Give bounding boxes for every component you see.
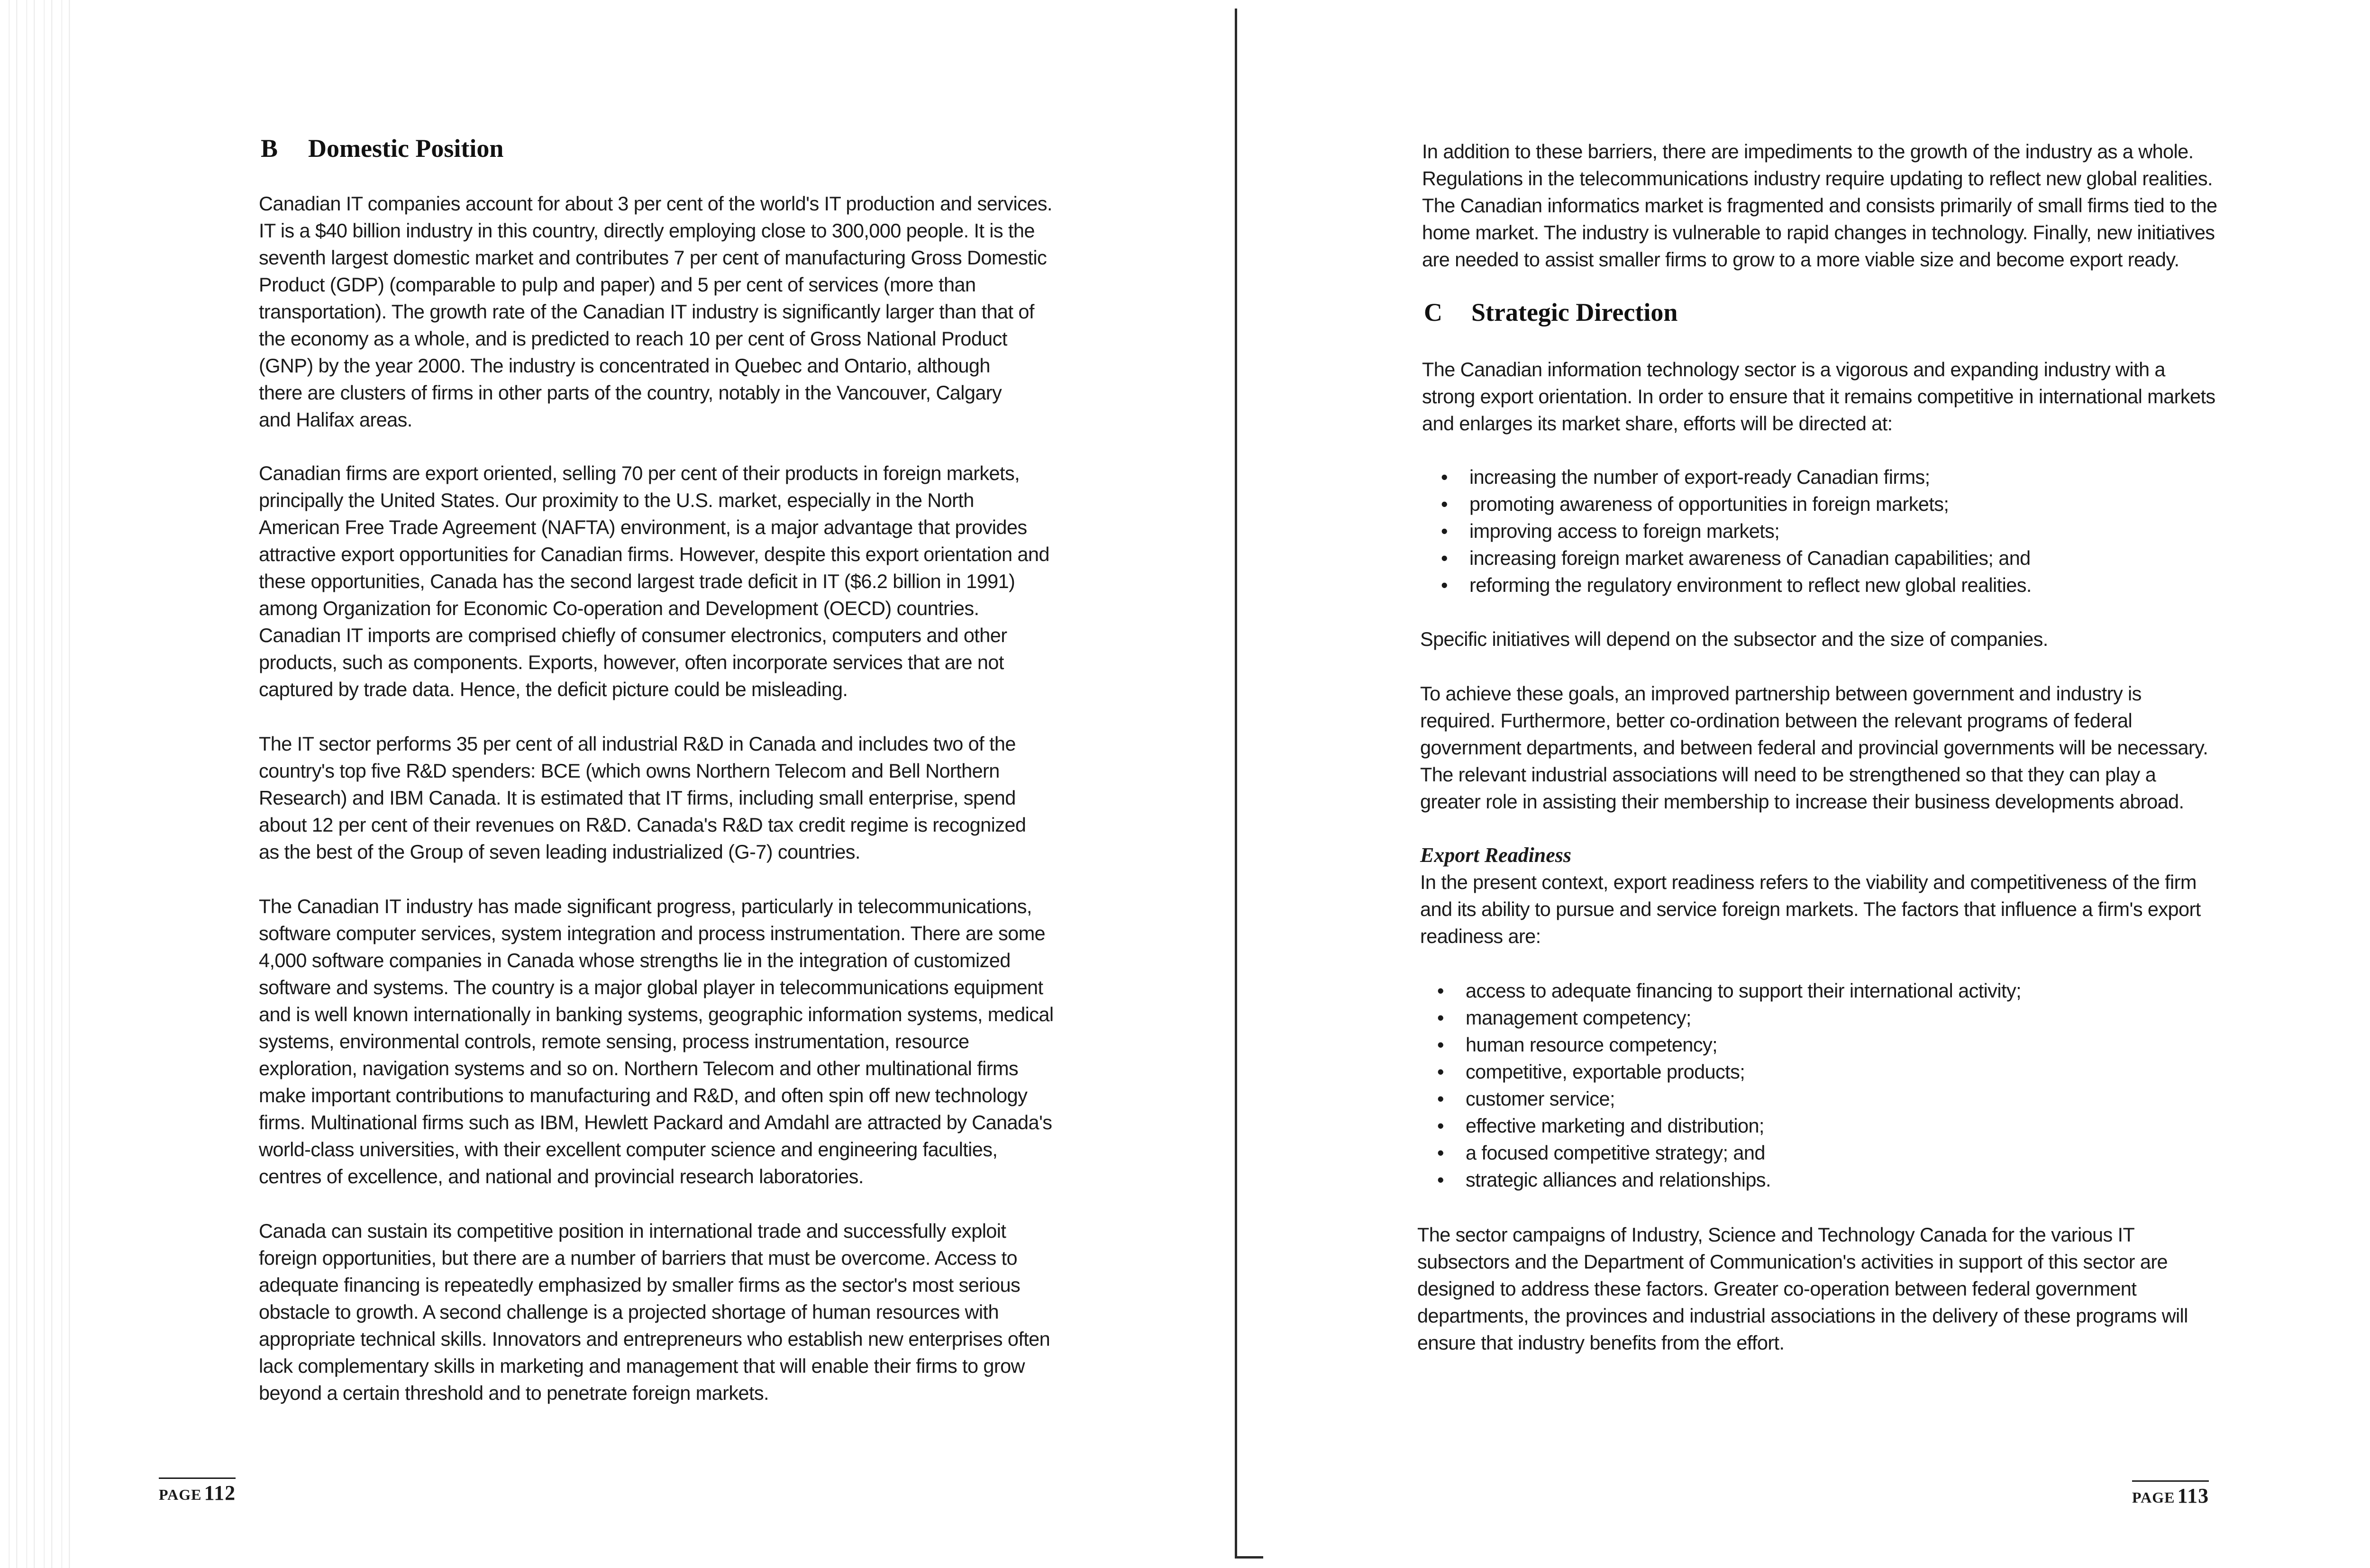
bullet-item: • access to adequate financing to support their international activity; bbox=[1437, 977, 2021, 1004]
paragraph-impediments bbox=[1422, 138, 2217, 273]
text-line: make important contributions to manufacturing and R&D, and often spin off new technology bbox=[259, 1084, 1028, 1106]
text-line: and Halifax areas. bbox=[259, 408, 412, 431]
text-line: home market. The industry is vulnerable to rapid changes in technology. Finally, new initiatives bbox=[1422, 221, 2215, 244]
paragraph-barriers bbox=[259, 1217, 1050, 1406]
text-line: firms. Multinational firms such as IBM, Hewlett Packard and Amdahl are attracted by Canada's bbox=[259, 1111, 1052, 1133]
text-line: and is well known internationally in banking systems, geographic information systems, medical bbox=[259, 1003, 1054, 1025]
right-page bbox=[1237, 0, 2370, 1568]
text-line: captured by trade data. Hence, the deficit picture could be misleading. bbox=[259, 678, 848, 700]
text-line: Regulations in the telecommunications industry require updating to reflect new global realities. bbox=[1422, 167, 2213, 190]
text-line: The Canadian informatics market is fragmented and consists primarily of small firms tied to the bbox=[1422, 194, 2217, 217]
text-line: Specific initiatives will depend on the subsector and the size of companies. bbox=[1420, 628, 2048, 650]
text-line: are needed to assist smaller firms to grow to a more viable size and become export ready. bbox=[1422, 248, 2179, 271]
paragraph-export-orientation bbox=[259, 460, 1049, 703]
text-line: Canadian firms are export oriented, selling 70 per cent of their products in foreign markets, bbox=[259, 462, 1020, 484]
text-line: IT is a $40 billion industry in this country, directly employing close to 300,000 people. It is the bbox=[259, 219, 1035, 242]
text-line: principally the United States. Our proximity to the U.S. market, especially in the North bbox=[259, 489, 974, 511]
text-line: adequate financing is repeatedly emphasized by smaller firms as the sector's most serious bbox=[259, 1274, 1021, 1296]
text-line: the economy as a whole, and is predicted to reach 10 per cent of Gross National Product bbox=[259, 327, 1007, 350]
paragraph-specific-initiatives bbox=[1420, 625, 2048, 653]
text-line: In addition to these barriers, there are impediments to the growth of the industry as a whole. bbox=[1422, 140, 2194, 163]
section-title: Domestic Position bbox=[308, 134, 504, 163]
text-line: In the present context, export readiness refers to the viability and competitiveness of the firm bbox=[1420, 871, 2197, 893]
text-line: The Canadian IT industry has made significant progress, particularly in telecommunications, bbox=[259, 895, 1032, 917]
text-line: obstacle to growth. A second challenge is a projected shortage of human resources with bbox=[259, 1301, 999, 1323]
bullet-item: • increasing foreign market awareness of Canadian capabilities; and bbox=[1441, 544, 2032, 571]
text-line: and enlarges its market share, efforts will be directed at: bbox=[1422, 412, 1893, 435]
subheading-export-readiness: Export Readiness bbox=[1420, 843, 1572, 867]
bullet-item: • effective marketing and distribution; bbox=[1437, 1112, 2021, 1139]
text-line: there are clusters of firms in other parts of the country, notably in the Vancouver, Calgary bbox=[259, 381, 1002, 404]
paragraph-export-readiness bbox=[1420, 869, 2201, 950]
bullet-item: • promoting awareness of opportunities in foreign markets; bbox=[1441, 490, 2032, 517]
page-footer-113 bbox=[2132, 1480, 2209, 1508]
text-line: systems, environmental controls, remote sensing, process instrumentation, resource bbox=[259, 1030, 969, 1052]
text-line: 4,000 software companies in Canada whose strengths lie in the integration of customized bbox=[259, 949, 1011, 971]
footer-page-number: 112 bbox=[204, 1481, 236, 1505]
paragraph-partnership bbox=[1420, 680, 2208, 815]
text-line: products, such as components. Exports, however, often incorporate services that are not bbox=[259, 651, 1004, 673]
section-heading-strategic-direction bbox=[1424, 298, 1677, 327]
text-line: seventh largest domestic market and contributes 7 per cent of manufacturing Gross Domestic bbox=[259, 246, 1047, 269]
text-line: transportation). The growth rate of the Canadian IT industry is significantly larger than that of bbox=[259, 300, 1034, 323]
text-line: Canada can sustain its competitive position in international trade and successfully exploit bbox=[259, 1220, 1006, 1242]
text-line: as the best of the Group of seven leading industrialized (G-7) countries. bbox=[259, 841, 860, 863]
text-line: subsectors and the Department of Communication's activities in support of this sector are bbox=[1417, 1251, 2168, 1273]
text-line: country's top five R&D spenders: BCE (which owns Northern Telecom and Bell Northern bbox=[259, 760, 1000, 782]
text-line: world-class universities, with their excellent computer science and engineering faculties, bbox=[259, 1138, 998, 1160]
text-line: required. Furthermore, better co-ordination between the relevant programs of federal bbox=[1420, 709, 2133, 732]
bullet-item: • reforming the regulatory environment to reflect new global realities. bbox=[1441, 571, 2032, 598]
bullet-item: • competitive, exportable products; bbox=[1437, 1058, 2021, 1085]
bullet-item: • a focused competitive strategy; and bbox=[1437, 1139, 2021, 1166]
paragraph-strategy-intro bbox=[1422, 356, 2215, 437]
text-line: government departments, and between federal and provincial governments will be necessary. bbox=[1420, 736, 2208, 759]
text-line: The relevant industrial associations will need to be strengthened so that they can play a bbox=[1420, 763, 2156, 786]
text-line: Canadian IT imports are comprised chiefly of consumer electronics, computers and other bbox=[259, 624, 1007, 646]
text-line: (GNP) by the year 2000. The industry is concentrated in Quebec and Ontario, although bbox=[259, 354, 990, 377]
text-line: departments, the provinces and industrial associations in the delivery of these programs will bbox=[1417, 1305, 2188, 1327]
text-line: The IT sector performs 35 per cent of all industrial R&D in Canada and includes two of the bbox=[259, 733, 1016, 755]
export-readiness-bullet-list bbox=[1437, 977, 2021, 1193]
text-line: appropriate technical skills. Innovators and entrepreneurs who establish new enterprises often bbox=[259, 1328, 1050, 1350]
bullet-item: • human resource competency; bbox=[1437, 1031, 2021, 1058]
text-line: and its ability to pursue and service foreign markets. The factors that influence a firm's export bbox=[1420, 898, 2201, 920]
bullet-item: • strategic alliances and relationships. bbox=[1437, 1166, 2021, 1193]
section-title: Strategic Direction bbox=[1471, 298, 1678, 326]
text-line: foreign opportunities, but there are a number of barriers that must be overcome. Access to bbox=[259, 1247, 1017, 1269]
text-line: designed to address these factors. Greater co-operation between federal government bbox=[1417, 1278, 2137, 1300]
bullet-item: • improving access to foreign markets; bbox=[1441, 517, 2032, 544]
footer-page-word: PAGE bbox=[2132, 1489, 2175, 1506]
section-letter: B bbox=[261, 134, 278, 163]
text-line: strong export orientation. In order to ensure that it remains competitive in international markets bbox=[1422, 385, 2215, 408]
text-line: readiness are: bbox=[1420, 925, 1541, 947]
paragraph-rd-spending bbox=[259, 730, 1026, 865]
paragraph-sector-campaigns bbox=[1417, 1221, 2188, 1356]
text-line: about 12 per cent of their revenues on R&D. Canada's R&D tax credit regime is recognized bbox=[259, 814, 1026, 836]
page-footer-112 bbox=[159, 1477, 236, 1505]
text-line: greater role in assisting their membership to increase their business developments abroad. bbox=[1420, 790, 2184, 813]
text-line: beyond a certain threshold and to penetrate foreign markets. bbox=[259, 1382, 769, 1404]
footer-page-number: 113 bbox=[2177, 1484, 2209, 1507]
bullet-item: • management competency; bbox=[1437, 1004, 2021, 1031]
footer-page-word: PAGE bbox=[159, 1486, 202, 1503]
text-line: Research) and IBM Canada. It is estimated that IT firms, including small enterprise, spend bbox=[259, 787, 1016, 809]
strategy-bullet-list bbox=[1441, 463, 2032, 598]
paragraph-it-overview bbox=[259, 190, 1052, 433]
text-line: software computer services, system integration and process instrumentation. There are some bbox=[259, 922, 1046, 944]
text-line: software and systems. The country is a major global player in telecommunications equipment bbox=[259, 976, 1043, 998]
text-line: Canadian IT companies account for about 3 per cent of the world's IT production and services. bbox=[259, 192, 1052, 215]
text-line: To achieve these goals, an improved partnership between government and industry is bbox=[1420, 682, 2142, 705]
bullet-item: • increasing the number of export-ready Canadian firms; bbox=[1441, 463, 2032, 490]
bullet-item: • customer service; bbox=[1437, 1085, 2021, 1112]
text-line: centres of excellence, and national and provincial research laboratories. bbox=[259, 1165, 864, 1187]
text-line: The sector campaigns of Industry, Science and Technology Canada for the various IT bbox=[1417, 1224, 2135, 1246]
section-heading-domestic-position bbox=[261, 134, 503, 163]
section-letter: C bbox=[1424, 298, 1442, 326]
paragraph-industry-progress bbox=[259, 893, 1054, 1190]
text-line: attractive export opportunities for Canadian firms. However, despite this export orientation and bbox=[259, 543, 1049, 565]
text-line: these opportunities, Canada has the second largest trade deficit in IT ($6.2 billion in 1991) bbox=[259, 570, 1015, 592]
text-line: exploration, navigation systems and so on. Northern Telecom and other multinational firms bbox=[259, 1057, 1019, 1079]
text-line: Product (GDP) (comparable to pulp and paper) and 5 per cent of services (more than bbox=[259, 273, 976, 296]
text-line: lack complementary skills in marketing and management that will enable their firms to grow bbox=[259, 1355, 1025, 1377]
text-line: American Free Trade Agreement (NAFTA) environment, is a major advantage that provides bbox=[259, 516, 1027, 538]
text-line: The Canadian information technology sector is a vigorous and expanding industry with a bbox=[1422, 358, 2165, 381]
text-line: ensure that industry benefits from the effort. bbox=[1417, 1332, 1785, 1354]
text-line: among Organization for Economic Co-operation and Development (OECD) countries. bbox=[259, 597, 979, 619]
